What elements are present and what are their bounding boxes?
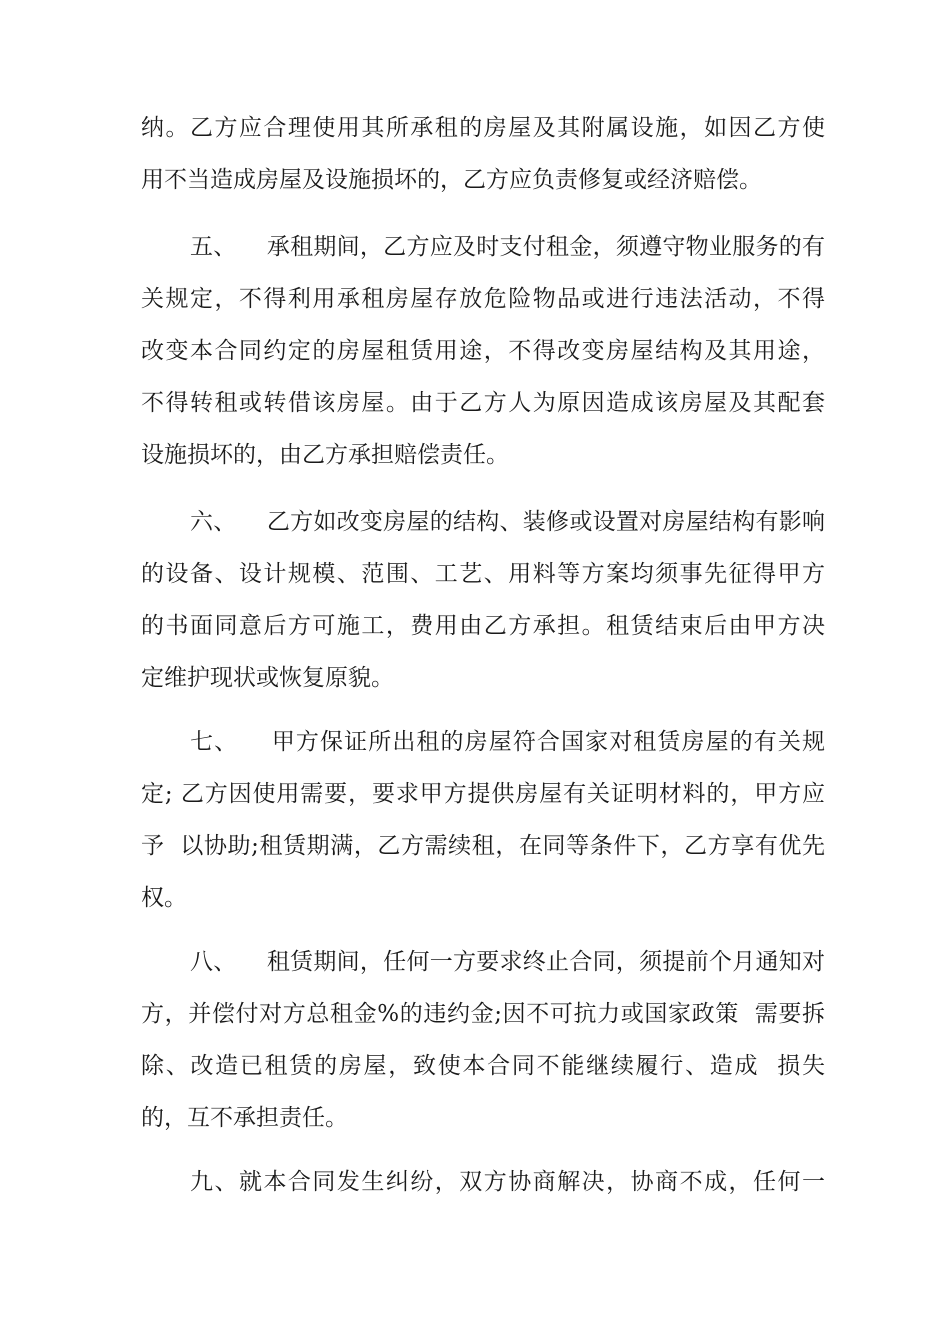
paragraph-5-line-2: 关规定，不得利用承租房屋存放危险物品或进行违法活动，不得 [141, 286, 825, 312]
paragraph-5-line-3: 改变本合同约定的房屋租赁用途，不得改变房屋结构及其用途， [141, 338, 825, 364]
paragraph-7-line-4: 权。 [141, 885, 187, 911]
paragraph-9-line-1: 九、就本合同发生纠纷，双方协商解决，协商不成，任何一 [190, 1169, 825, 1195]
paragraph-8-line-2: 方，并偿付对方总租金%的违约金;因不可抗力或国家政策 需要拆 [141, 1001, 825, 1027]
paragraph-6-line-4: 定维护现状或恢复原貌。 [141, 665, 394, 691]
paragraph-8-line-3: 除、改造已租赁的房屋，致使本合同不能继续履行、造成 损失 [141, 1053, 825, 1079]
paragraph-4-line-1: 纳。乙方应合理使用其所承租的房屋及其附属设施，如因乙方使 [141, 115, 825, 141]
paragraph-8-line-1: 八、 租赁期间，任何一方要求终止合同，须提前个月通知对 [190, 949, 825, 975]
paragraph-7-line-3: 予 以协助;租赁期满，乙方需续租，在同等条件下，乙方享有优先 [141, 833, 825, 859]
paragraph-7-line-2: 定; 乙方因使用需要，要求甲方提供房屋有关证明材料的，甲方应 [141, 781, 825, 807]
paragraph-6-line-2: 的设备、设计规模、范围、工艺、用料等方案均须事先征得甲方 [141, 561, 825, 587]
paragraph-4-line-2: 用不当造成房屋及设施损坏的，乙方应负责修复或经济赔偿。 [141, 167, 762, 193]
paragraph-7-line-1: 七、 甲方保证所出租的房屋符合国家对租赁房屋的有关规 [190, 729, 825, 755]
paragraph-5-line-1: 五、 承租期间，乙方应及时支付租金，须遵守物业服务的有 [190, 234, 825, 260]
paragraph-5-line-5: 设施损坏的，由乙方承担赔偿责任。 [141, 442, 509, 468]
paragraph-5-line-4: 不得转租或转借该房屋。由于乙方人为原因造成该房屋及其配套 [141, 390, 825, 416]
paragraph-8-line-4: 的，互不承担责任。 [141, 1105, 348, 1131]
paragraph-6-line-1: 六、 乙方如改变房屋的结构、装修或设置对房屋结构有影响 [190, 509, 825, 535]
paragraph-6-line-3: 的书面同意后方可施工，费用由乙方承担。租赁结束后由甲方决 [141, 613, 825, 639]
